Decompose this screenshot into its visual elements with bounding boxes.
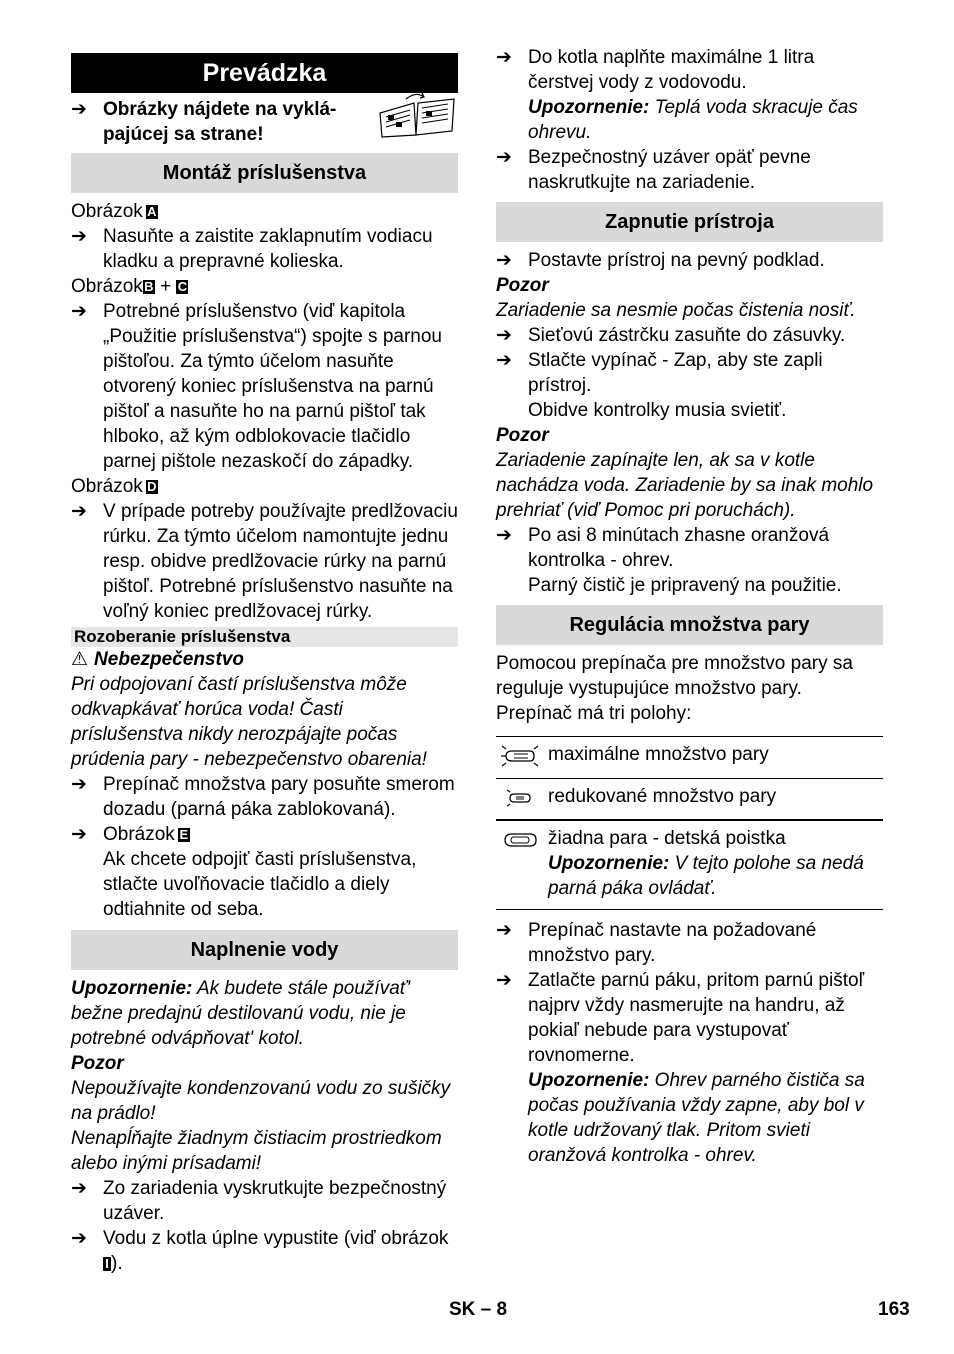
- montaz-step-1: ➔ Nasuňte a zaistite zaklapnutím vodiacu kladku a prepravné kolieska.: [71, 226, 433, 272]
- page-number: 163: [878, 1299, 910, 1320]
- arrow-icon: ➔: [496, 47, 512, 68]
- montaz-step-2: ➔ Potrebné príslušenstvo (viď kapitola „Použitie príslušenstva“) spojte s parnou pištoľou. Za týmto účelom nasuňte otvorený koniec príslušenstva na parnú pištoľ a nasuňte ho na parnú pištoľ tak hlboko, až kým odblokovacie tlačidlo parnej pištole nezaskočí do západky.: [71, 301, 442, 472]
- arrow-icon: ➔: [71, 99, 87, 120]
- table-row: [496, 779, 883, 821]
- left-column: [71, 45, 458, 1276]
- intro-line-1: Obrázky nájdete na vyklá-: [103, 99, 337, 120]
- arrow-icon: ➔: [496, 920, 512, 941]
- rozoberanie-step-2: ➔ Obrázok E: [71, 824, 189, 845]
- arrow-icon: ➔: [71, 1178, 87, 1199]
- steam-reduced-icon: [500, 787, 540, 809]
- arrow-icon: ➔: [71, 1228, 87, 1249]
- zapnutie-step-1: ➔ Postavte prístroj na pevný podklad.: [496, 250, 825, 271]
- steam-setting-table: [496, 736, 883, 910]
- arrow-icon: ➔: [71, 824, 87, 845]
- zapnutie-step-3-follow: Obidve kontrolky musia svietiť.: [528, 400, 787, 421]
- section-heading-naplnenie: Naplnenie vody: [71, 930, 458, 970]
- fill-note: Upozornenie: Teplá voda skracuje čas ohrevu.: [528, 97, 858, 143]
- zapnutie-step-3: ➔ Stlačte vypínač - Zap, aby ste zapli prístroj.: [496, 350, 823, 396]
- regulacia-step-2: ➔ Zatlačte parnú páku, pritom parnú pištoľ najprv vždy nasmerujte na handru, až pokiaľ nebude para vystupovať rovnomerne.: [496, 970, 865, 1066]
- figure-badge-e: E: [179, 827, 189, 842]
- intro-line-2: pajúcej sa strane!: [103, 124, 264, 145]
- arrow-icon: ➔: [496, 325, 512, 346]
- arrow-icon: ➔: [496, 970, 512, 991]
- regulacia-intro: Pomocou prepínača pre množstvo pary sa reguluje vystupujúce množstvo pary. Prepínač má tri polohy:: [496, 653, 853, 724]
- regulacia-step-1: ➔ Prepínač nastavte na požadované množstvo pary.: [496, 920, 817, 966]
- figure-badge-c: C: [177, 279, 188, 294]
- naplnenie-caution-label: Pozor: [71, 1053, 124, 1074]
- figure-badge-d: D: [147, 479, 157, 494]
- figure-badge-a: A: [147, 204, 157, 219]
- regulacia-note: Upozornenie: Ohrev parného čističa sa počas používania vždy zapne, aby bol v kotle udržovaný tlak. Pritom svieti oranžová kontrolka - ohrev.: [528, 1070, 865, 1166]
- steam-off-icon: [500, 829, 540, 851]
- naplnenie-step-1: ➔ Zo zariadenia vyskrutkujte bezpečnostný uzáver.: [71, 1178, 447, 1224]
- arrow-icon: ➔: [71, 226, 87, 247]
- zapnutie-caution2-label: Pozor: [496, 425, 549, 446]
- arrow-icon: ➔: [71, 501, 87, 522]
- figure-badge-i: I: [103, 1257, 111, 1271]
- arrow-icon: ➔: [496, 525, 512, 546]
- steam-reduced-label: redukované množstvo pary: [548, 779, 883, 821]
- zapnutie-caution2-text: Zariadenie zapínajte len, ak sa v kotle nachádza voda. Zariadenie by sa inak mohlo prehriať (viď Pomoc pri poruchách).: [496, 450, 874, 521]
- figure-ref-a: Obrázok A: [71, 201, 157, 222]
- danger-label: ⚠ Nebezpečenstvo: [71, 649, 244, 670]
- footer-section-code: SK – 8: [449, 1299, 508, 1320]
- arrow-icon: ➔: [496, 147, 512, 168]
- rozoberanie-step-2-text: Ak chcete odpojiť časti príslušenstva, stlačte uvoľňovacie tlačidlo a diely odtiahnite od seba.: [103, 849, 417, 920]
- page-title: Prevádzka: [71, 53, 458, 93]
- figure-ref-bc: ObrázokB + C: [71, 276, 188, 297]
- zapnutie-caution-text: Zariadenie sa nesmie počas čistenia nosiť.: [496, 300, 856, 321]
- steam-max-label: maximálne množstvo pary: [548, 737, 883, 779]
- danger-text: Pri odpojovaní častí príslušenstva môže odkvapkávať horúca voda! Časti príslušenstva nikdy nerozpájajte počas prúdenia pary - nebezpečenstvo obarenia!: [71, 674, 427, 770]
- naplnenie-step-2: ➔ Vodu z kotla úplne vypustite (viď obrázok I ).: [71, 1228, 449, 1274]
- naplnenie-caution-text-2: Nenapĺňajte žiadnym čistiacim prostriedkom alebo inými prísadami!: [71, 1128, 442, 1174]
- warning-icon: ⚠: [71, 649, 89, 670]
- naplnenie-note: Upozornenie: Ak budete stále používať' bežne predajnú destilovanú vodu, nie je potrebné odvápňovat' kotol.: [71, 978, 411, 1049]
- open-book-icon: [376, 91, 458, 139]
- zapnutie-step-2: ➔ Sieťovú zástrčku zasuňte do zásuvky.: [496, 325, 846, 346]
- rozoberanie-step-1: ➔ Prepínač množstva pary posuňte smerom dozadu (parná páka zablokovaná).: [71, 774, 455, 820]
- zapnutie-step-4: ➔ Po asi 8 minútach zhasne oranžová kontrolka - ohrev.: [496, 525, 830, 571]
- table-row: [496, 737, 883, 779]
- naplnenie-caution-text-1: Nepoužívajte kondenzovanú vodu zo sušičky na prádlo!: [71, 1078, 451, 1124]
- arrow-icon: ➔: [496, 350, 512, 371]
- table-row: [496, 820, 883, 910]
- zapnutie-caution-label: Pozor: [496, 275, 549, 296]
- section-heading-zapnutie: Zapnutie prístroja: [496, 202, 883, 242]
- intro-row: [71, 97, 458, 147]
- zapnutie-step-4-follow: Parný čistič je pripravený na použitie.: [528, 575, 842, 596]
- fill-step-2: ➔ Bezpečnostný uzáver opäť pevne naskrutkujte na zariadenie.: [496, 147, 811, 193]
- arrow-icon: ➔: [71, 774, 87, 795]
- steam-max-icon: [500, 745, 540, 767]
- montaz-step-3: ➔ V prípade potreby používajte predlžovaciu rúrku. Za týmto účelom namontujte jednu resp. obidve predlžovacie rúrky na parnú pištoľ. Potrebné príslušenstvo nasuňte na voľný koniec predlžovacej rúrky.: [71, 501, 458, 622]
- arrow-icon: ➔: [71, 301, 87, 322]
- section-heading-montaz: Montáž príslušenstva: [71, 153, 458, 193]
- section-heading-regulacia: Regulácia množstva pary: [496, 605, 883, 645]
- figure-ref-d: Obrázok D: [71, 476, 157, 497]
- steam-off-note: Upozornenie: V tejto polohe sa nedá parná páka ovládať.: [548, 853, 864, 899]
- section-heading-rozoberanie: Rozoberanie príslušenstva: [71, 627, 458, 647]
- fill-step-1: ➔ Do kotla naplňte maximálne 1 litra čerstvej vody z vodovodu.: [496, 47, 815, 93]
- steam-off-label: žiadna para - detská poistka: [548, 828, 786, 849]
- arrow-icon: ➔: [496, 250, 512, 271]
- figure-badge-b: B: [144, 279, 154, 294]
- right-column: [496, 45, 883, 1168]
